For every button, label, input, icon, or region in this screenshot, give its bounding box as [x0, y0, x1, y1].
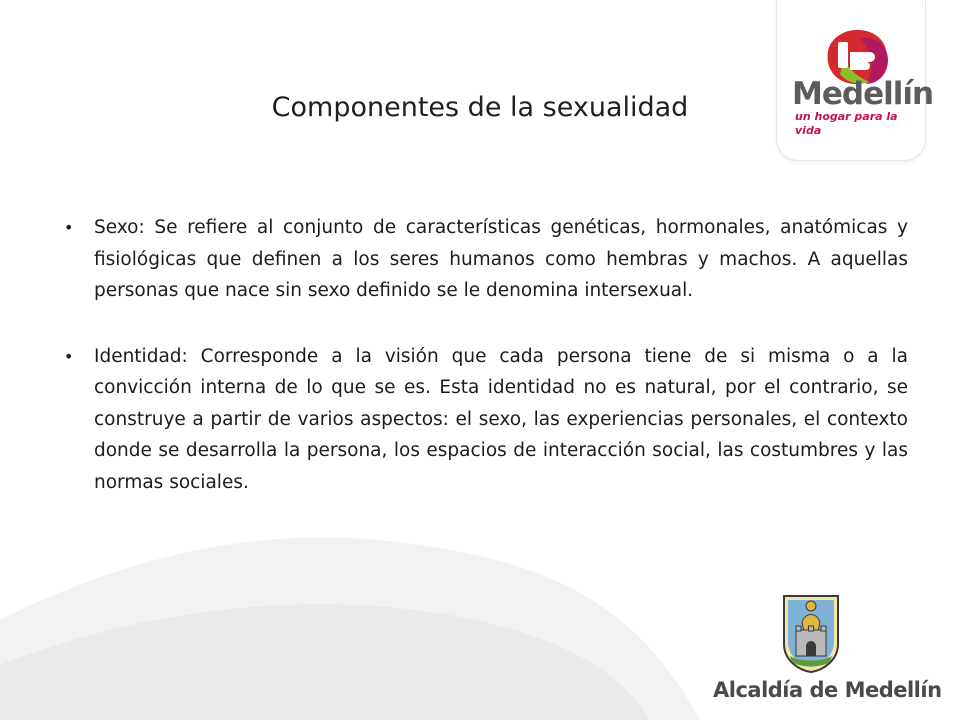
- footer-alcaldia-text: Alcaldía de Medellín: [713, 678, 942, 702]
- logo-tagline: un hogar para la vida: [795, 110, 898, 137]
- bullet-item-sexo: [64, 212, 908, 307]
- bullet-text: Sexo: Se refiere al conjunto de características genéticas, hormonales, anatómicas y fisiológicas que definen a los seres humanos como hembras y machos. A aquellas personas que nace sin sexo definido se le denomina intersexual.: [94, 217, 908, 301]
- bullet-dot-icon: •: [64, 218, 74, 237]
- bullet-item-identidad: [64, 341, 908, 499]
- logo-wordmark: Medellín: [792, 76, 934, 112]
- bullet-dot-icon: •: [64, 346, 74, 366]
- slide-title: Componentes de la sexualidad: [271, 92, 689, 123]
- bullet-text: Identidad: Corresponde a la visión que cada persona tiene de si misma o a la convicción interna de lo que se es. Esta identidad no es natural, por el contrario, se construye a partir de varios aspectos: el sexo, las experiencias personales, el contexto donde se desarrolla la persona, los espacios de interacción social, las costumbres y las normas sociales.: [94, 345, 908, 493]
- bullet-list: [64, 212, 908, 532]
- coat-of-arms-icon: [780, 592, 842, 674]
